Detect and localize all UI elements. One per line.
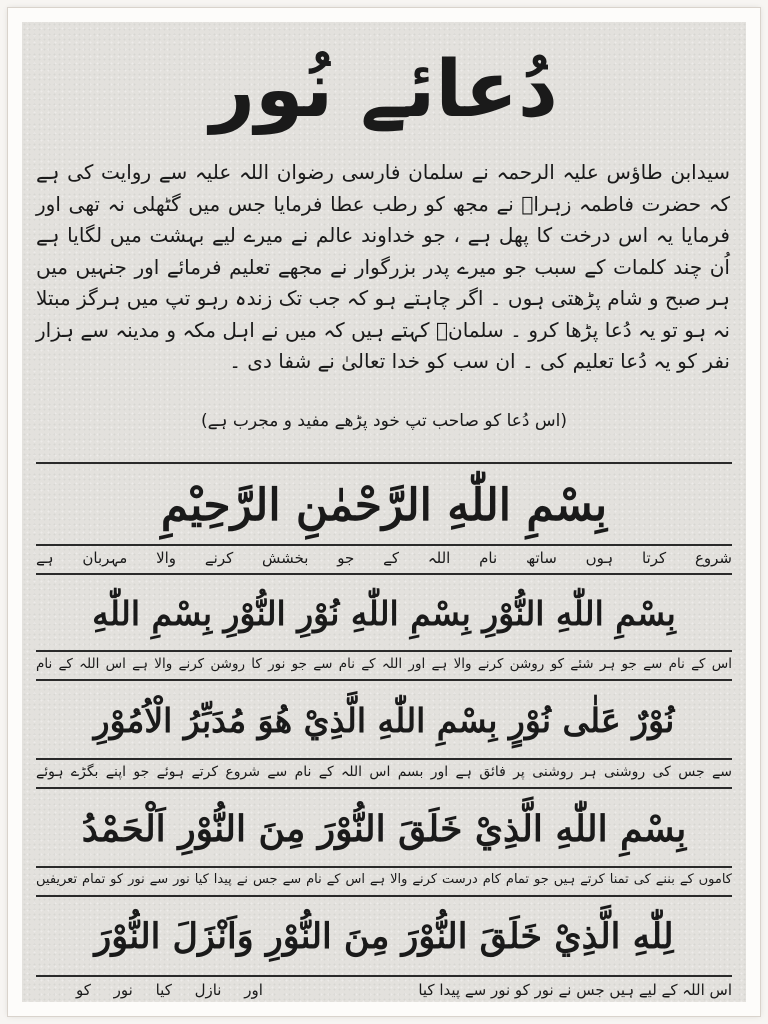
- photo-frame: [8, 8, 760, 1016]
- divider-rule: [36, 679, 732, 681]
- translation-line-5-left: اور نازل کیا نور کو: [76, 981, 263, 999]
- translation-line-5: [36, 977, 732, 1003]
- page-title: دُعائے نُور: [210, 45, 558, 135]
- divider-rule: [36, 787, 732, 789]
- divider-rule: [36, 895, 732, 897]
- arabic-line-3: نُوْرٌ عَلٰى نُوْرٍ بِسْمِ اللّٰهِ الَّذِيْ هُوَ مُدَبِّرُ الْاُمُوْرِ: [93, 701, 675, 740]
- translation-line-1: شروع کرتا ہوں ساتھ نام اللہ کے جو بخشش کرنے والا مہربان ہے: [36, 549, 732, 567]
- translation-line-5-right: اس اللہ کے لیے ہیں جس نے نور کو نور سے پیدا کیا: [418, 981, 732, 999]
- arabic-line-2: بِسْمِ اللّٰهِ النُّوْرِ بِسْمِ اللّٰهِ نُوْرِ النُّوْرِ بِسْمِ اللّٰهِ: [92, 594, 676, 633]
- translation-line-3: سے جس کی روشنی ہر روشنی پر فائق ہے اور بسم اس اللہ کے نام سے شروع کرتے ہوئے جو اپنے بگڑے ہوئے: [36, 764, 732, 780]
- newspaper-clipping: [22, 22, 746, 1002]
- usage-note: (اس دُعا کو صاحب تپ خود پڑھے مفید و مجرب ہے): [200, 411, 568, 431]
- arabic-line-5: لِلّٰهِ الَّذِيْ خَلَقَ النُّوْرَ مِنَ النُّوْرِ وَاَنْزَلَ النُّوْرَ: [94, 916, 674, 957]
- divider-rule: [36, 462, 732, 464]
- divider-rule: [36, 573, 732, 575]
- arabic-line-1: بِسْمِ اللّٰهِ الرَّحْمٰنِ الرَّحِيْمِ: [160, 480, 608, 531]
- arabic-line-4: بِسْمِ اللّٰهِ الَّذِيْ خَلَقَ النُّوْرَ مِنَ النُّوْرِ اَلْحَمْدُ: [81, 808, 687, 850]
- translation-line-4: کاموں کے بننے کی تمنا کرتے ہیں جو تمام کام درست کرنے والا ہے اس کے نام سے جس نے پیدا کیا نور سے نور کو تمام تعریفیں: [36, 872, 732, 887]
- intro-paragraph: سیدابن طاؤس علیہ الرحمہ نے سلمان فارسی رضوان اللہ علیہ سے روایت کی ہے کہ حضرت فاطمہ زہراؑ نے مجھ کو رطب عطا فرمایا جس میں گٹھلی نہ تھی اور فرمایا یہ اس درخت کا پھل ہے ، جو خداوند عالم نے میرے لیے بہشت میں لگایا ہے اُن چند کلمات کے سبب جو میرے پدر بزرگوار نے مجھے تعلیم فرمائے اور جنہیں میں ہر صبح و شام پڑھتی ہوں ۔ اگر چاہتے ہو کہ جب تک زندہ رہو تپ میں ہرگز مبتلا نہ ہو تو یہ دُعا پڑھا کرو ۔ سلمانؓ کہتے ہیں کہ میں نے اہل مکہ و مدینہ سے ہزار نفر کو یہ دُعا تعلیم کی ۔ ان سب کو خدا تعالیٰ نے شفا دی ۔: [36, 160, 730, 373]
- translation-line-2: اس کے نام سے جو ہر شئے کو روشن کرنے والا ہے اور اللہ کے نام سے جو نور کا روشن کرنے والا ہے اس اللہ کے نام: [36, 656, 732, 672]
